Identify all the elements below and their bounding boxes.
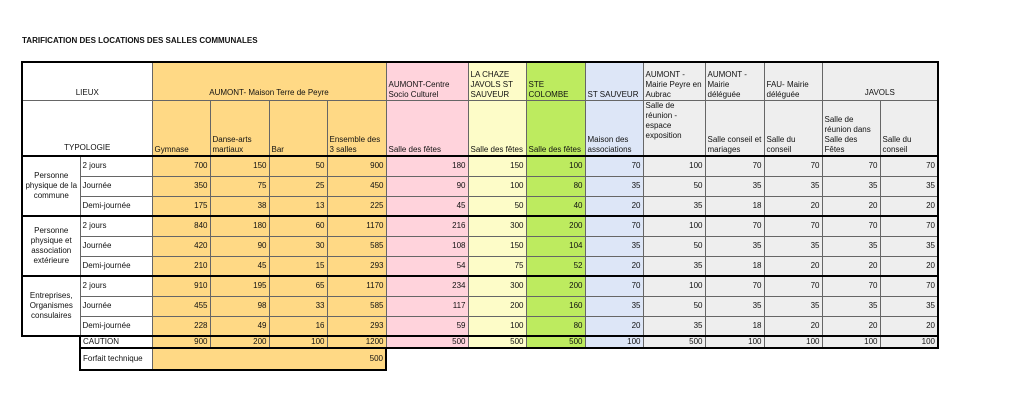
price-cell: 840 bbox=[152, 216, 210, 236]
forfait-label: Forfait technique bbox=[80, 348, 152, 370]
price-cell: 700 bbox=[152, 156, 210, 176]
page-title: TARIFICATION DES LOCATIONS DES SALLES COMMUNALES bbox=[22, 36, 258, 45]
caution-cell: 100 bbox=[764, 336, 822, 348]
duration-label: Journée bbox=[80, 296, 152, 316]
venue-header-mairie-peyre: AUMONT - Mairie Peyre en Aubrac bbox=[643, 62, 705, 100]
room-header: Salle de réunion dans Salle des Fêtes bbox=[822, 100, 880, 156]
caution-cell: 900 bbox=[152, 336, 210, 348]
spacer-cell bbox=[22, 348, 80, 370]
price-cell: 35 bbox=[705, 176, 764, 196]
price-cell: 70 bbox=[822, 276, 880, 296]
price-cell: 450 bbox=[327, 176, 386, 196]
price-cell: 45 bbox=[386, 196, 468, 216]
room-header: Salle du conseil bbox=[764, 100, 822, 156]
caution-cell: 100 bbox=[585, 336, 643, 348]
price-cell: 216 bbox=[386, 216, 468, 236]
caution-cell: 500 bbox=[526, 336, 585, 348]
venue-header-javols: JAVOLS bbox=[822, 62, 938, 100]
price-cell: 108 bbox=[386, 236, 468, 256]
header-row-venues bbox=[22, 62, 938, 100]
venue-header-st-sauveur: ST SAUVEUR bbox=[585, 62, 643, 100]
room-header: Gymnase bbox=[152, 100, 210, 156]
price-cell: 585 bbox=[327, 296, 386, 316]
price-cell: 45 bbox=[210, 256, 269, 276]
price-cell: 18 bbox=[705, 316, 764, 336]
duration-label: 2 jours bbox=[80, 156, 152, 176]
price-cell: 65 bbox=[269, 276, 327, 296]
price-cell: 90 bbox=[386, 176, 468, 196]
price-cell: 228 bbox=[152, 316, 210, 336]
price-cell: 70 bbox=[764, 156, 822, 176]
price-cell: 20 bbox=[764, 256, 822, 276]
price-cell: 900 bbox=[327, 156, 386, 176]
caution-label: CAUTION bbox=[80, 336, 152, 348]
table-row bbox=[22, 316, 938, 336]
price-cell: 50 bbox=[269, 156, 327, 176]
price-cell: 16 bbox=[269, 316, 327, 336]
table-row bbox=[22, 156, 938, 176]
price-cell: 1170 bbox=[327, 216, 386, 236]
price-cell: 585 bbox=[327, 236, 386, 256]
price-cell: 75 bbox=[210, 176, 269, 196]
price-cell: 200 bbox=[526, 276, 585, 296]
price-cell: 20 bbox=[764, 316, 822, 336]
room-header: Bar bbox=[269, 100, 327, 156]
price-cell: 70 bbox=[880, 276, 938, 296]
price-cell: 910 bbox=[152, 276, 210, 296]
price-cell: 225 bbox=[327, 196, 386, 216]
caution-cell: 100 bbox=[269, 336, 327, 348]
price-cell: 35 bbox=[764, 176, 822, 196]
price-cell: 70 bbox=[764, 216, 822, 236]
price-cell: 50 bbox=[643, 176, 705, 196]
venue-header-fau: FAU- Mairie déléguée bbox=[764, 62, 822, 100]
room-header: Ensemble des 3 salles bbox=[327, 100, 386, 156]
caution-cell: 500 bbox=[468, 336, 526, 348]
caution-cell: 200 bbox=[210, 336, 269, 348]
caution-cell: 100 bbox=[822, 336, 880, 348]
price-cell: 70 bbox=[585, 216, 643, 236]
price-cell: 234 bbox=[386, 276, 468, 296]
price-cell: 13 bbox=[269, 196, 327, 216]
price-cell: 20 bbox=[822, 256, 880, 276]
price-cell: 60 bbox=[269, 216, 327, 236]
price-cell: 293 bbox=[327, 256, 386, 276]
room-header: Salle du conseil bbox=[880, 100, 938, 156]
room-header: Salle des fêtes bbox=[468, 100, 526, 156]
price-cell: 150 bbox=[210, 156, 269, 176]
table-row bbox=[22, 236, 938, 256]
caution-cell: 100 bbox=[880, 336, 938, 348]
spacer-cell bbox=[22, 336, 80, 348]
price-cell: 15 bbox=[269, 256, 327, 276]
price-cell: 35 bbox=[880, 236, 938, 256]
duration-label: Demi-journée bbox=[80, 316, 152, 336]
venue-header-ste-colombe: STE COLOMBE bbox=[526, 62, 585, 100]
price-cell: 70 bbox=[705, 156, 764, 176]
price-cell: 70 bbox=[705, 216, 764, 236]
price-cell: 1170 bbox=[327, 276, 386, 296]
price-cell: 455 bbox=[152, 296, 210, 316]
price-cell: 20 bbox=[585, 316, 643, 336]
price-cell: 70 bbox=[764, 276, 822, 296]
price-cell: 104 bbox=[526, 236, 585, 256]
venue-header-socio-culturel: AUMONT-Centre Socio Culturel bbox=[386, 62, 468, 100]
price-cell: 49 bbox=[210, 316, 269, 336]
price-cell: 35 bbox=[643, 256, 705, 276]
price-cell: 33 bbox=[269, 296, 327, 316]
table-row bbox=[22, 256, 938, 276]
price-cell: 100 bbox=[643, 156, 705, 176]
price-cell: 70 bbox=[822, 216, 880, 236]
price-cell: 20 bbox=[880, 316, 938, 336]
price-cell: 300 bbox=[468, 216, 526, 236]
room-header: Salle des fêtes bbox=[526, 100, 585, 156]
price-cell: 20 bbox=[822, 196, 880, 216]
price-cell: 80 bbox=[526, 316, 585, 336]
price-cell: 25 bbox=[269, 176, 327, 196]
price-cell: 293 bbox=[327, 316, 386, 336]
header-row-rooms bbox=[22, 100, 938, 156]
price-cell: 59 bbox=[386, 316, 468, 336]
table-row bbox=[22, 176, 938, 196]
room-header: Maison des associations bbox=[585, 100, 643, 156]
caution-row bbox=[22, 336, 938, 348]
price-cell: 20 bbox=[585, 196, 643, 216]
price-cell: 200 bbox=[468, 296, 526, 316]
duration-label: 2 jours bbox=[80, 276, 152, 296]
price-cell: 98 bbox=[210, 296, 269, 316]
venue-header-la-chaze: LA CHAZE JAVOLS ST SAUVEUR bbox=[468, 62, 526, 100]
price-cell: 70 bbox=[585, 156, 643, 176]
price-cell: 70 bbox=[880, 216, 938, 236]
table-row bbox=[22, 216, 938, 236]
price-cell: 35 bbox=[880, 176, 938, 196]
price-cell: 35 bbox=[585, 296, 643, 316]
price-cell: 117 bbox=[386, 296, 468, 316]
price-cell: 38 bbox=[210, 196, 269, 216]
price-cell: 420 bbox=[152, 236, 210, 256]
price-cell: 20 bbox=[880, 256, 938, 276]
price-cell: 180 bbox=[386, 156, 468, 176]
price-cell: 20 bbox=[822, 316, 880, 336]
duration-label: Journée bbox=[80, 236, 152, 256]
duration-label: Demi-journée bbox=[80, 196, 152, 216]
price-cell: 160 bbox=[526, 296, 585, 316]
forfait-row bbox=[22, 348, 938, 370]
price-cell: 20 bbox=[764, 196, 822, 216]
table-row bbox=[22, 196, 938, 216]
price-cell: 70 bbox=[880, 156, 938, 176]
caution-cell: 500 bbox=[386, 336, 468, 348]
price-cell: 50 bbox=[468, 196, 526, 216]
duration-label: Demi-journée bbox=[80, 256, 152, 276]
price-cell: 35 bbox=[643, 196, 705, 216]
customer-category: Personne physique de la commune bbox=[22, 156, 80, 216]
price-cell: 18 bbox=[705, 256, 764, 276]
price-cell: 54 bbox=[386, 256, 468, 276]
price-cell: 35 bbox=[764, 296, 822, 316]
price-cell: 35 bbox=[643, 316, 705, 336]
table-row bbox=[22, 296, 938, 316]
price-cell: 52 bbox=[526, 256, 585, 276]
price-cell: 350 bbox=[152, 176, 210, 196]
price-cell: 50 bbox=[643, 236, 705, 256]
price-cell: 100 bbox=[643, 276, 705, 296]
price-cell: 30 bbox=[269, 236, 327, 256]
caution-cell: 500 bbox=[643, 336, 705, 348]
price-cell: 35 bbox=[585, 236, 643, 256]
price-cell: 35 bbox=[705, 296, 764, 316]
venue-header-aumont-deleguee: AUMONT - Mairie déléguée bbox=[705, 62, 764, 100]
price-cell: 35 bbox=[585, 176, 643, 196]
duration-label: Journée bbox=[80, 176, 152, 196]
venue-header-terre-de-peyre: AUMONT- Maison Terre de Peyre bbox=[152, 62, 386, 100]
price-cell: 70 bbox=[585, 276, 643, 296]
price-cell: 20 bbox=[880, 196, 938, 216]
table-row bbox=[22, 276, 938, 296]
customer-category: Personne physique et association extérieure bbox=[22, 216, 80, 276]
price-cell: 150 bbox=[468, 236, 526, 256]
price-cell: 35 bbox=[822, 176, 880, 196]
price-cell: 35 bbox=[880, 296, 938, 316]
room-header: Danse-arts martiaux bbox=[210, 100, 269, 156]
room-header: Salle de réunion - espace exposition bbox=[643, 100, 705, 156]
price-cell: 100 bbox=[468, 176, 526, 196]
price-cell: 40 bbox=[526, 196, 585, 216]
price-cell: 18 bbox=[705, 196, 764, 216]
room-header: Salle conseil et mariages bbox=[705, 100, 764, 156]
customer-category: Entreprises, Organismes consulaires bbox=[22, 276, 80, 336]
caution-cell: 100 bbox=[705, 336, 764, 348]
price-cell: 175 bbox=[152, 196, 210, 216]
price-cell: 300 bbox=[468, 276, 526, 296]
price-cell: 35 bbox=[705, 236, 764, 256]
price-cell: 180 bbox=[210, 216, 269, 236]
price-cell: 75 bbox=[468, 256, 526, 276]
price-cell: 35 bbox=[822, 236, 880, 256]
price-cell: 50 bbox=[643, 296, 705, 316]
price-cell: 70 bbox=[822, 156, 880, 176]
price-cell: 35 bbox=[822, 296, 880, 316]
lieux-header: LIEUX bbox=[22, 62, 152, 100]
price-cell: 100 bbox=[526, 156, 585, 176]
price-cell: 100 bbox=[468, 316, 526, 336]
forfait-value: 500 bbox=[152, 348, 386, 370]
pricing-table bbox=[21, 61, 939, 371]
typologie-header: TYPOLOGIE bbox=[22, 100, 152, 156]
price-cell: 90 bbox=[210, 236, 269, 256]
room-header: Salle des fêtes bbox=[386, 100, 468, 156]
price-cell: 195 bbox=[210, 276, 269, 296]
price-cell: 70 bbox=[705, 276, 764, 296]
caution-cell: 1200 bbox=[327, 336, 386, 348]
price-cell: 100 bbox=[643, 216, 705, 236]
price-cell: 35 bbox=[764, 236, 822, 256]
duration-label: 2 jours bbox=[80, 216, 152, 236]
price-cell: 200 bbox=[526, 216, 585, 236]
price-cell: 20 bbox=[585, 256, 643, 276]
price-cell: 210 bbox=[152, 256, 210, 276]
price-cell: 80 bbox=[526, 176, 585, 196]
price-cell: 150 bbox=[468, 156, 526, 176]
